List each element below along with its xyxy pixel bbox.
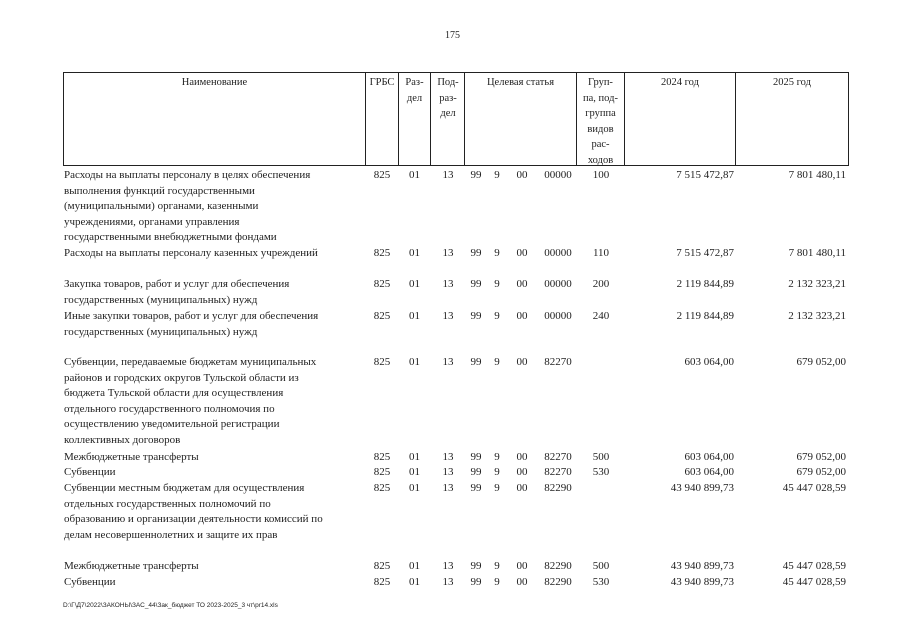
- cell-grbs: 825: [373, 169, 391, 181]
- cell-name-line: коллективных договоров: [64, 433, 181, 446]
- cell-subprogram: 9: [494, 247, 500, 259]
- cell-main-event: 00: [516, 451, 528, 463]
- cell-name-line: Закупка товаров, работ и услуг для обеспечения: [64, 278, 290, 290]
- cell-razdel: 01: [409, 560, 420, 572]
- cell-vid-rashodov: 110: [592, 247, 610, 259]
- cell-amount-2024: 2 119 844,89: [676, 278, 734, 290]
- cell-name: [64, 465, 364, 481]
- cell-name-line: отдельного государственного полномочия по: [64, 402, 275, 415]
- cell-razdel: 01: [409, 278, 420, 290]
- cell-grbs: 825: [373, 247, 391, 259]
- cell-program: 99: [470, 310, 482, 322]
- cell-amount-2024: 43 940 899,73: [670, 560, 734, 572]
- cell-amount-2025: 45 447 028,59: [782, 482, 846, 494]
- cell-name-line: Субвенции местным бюджетам для осуществления: [64, 482, 305, 494]
- cell-direction: 82290: [544, 576, 572, 588]
- cell-vid-rashodov: 100: [592, 169, 610, 181]
- cell-name-line: Субвенции, передаваемые бюджетам муниципальных: [64, 356, 317, 368]
- cell-name-line: Межбюджетные трансферты: [64, 451, 199, 463]
- cell-podrazdel: 13: [442, 560, 454, 572]
- cell-vid-rashodov: 500: [592, 560, 610, 572]
- cell-amount-2025: 7 801 480,11: [788, 169, 846, 181]
- cell-podrazdel: 13: [442, 310, 454, 322]
- cell-program: 99: [470, 247, 482, 259]
- cell-direction: 00000: [544, 278, 572, 290]
- cell-razdel: 01: [409, 310, 420, 322]
- cell-name-line: отдельных государственных полномочий по: [64, 497, 271, 510]
- cell-razdel: 01: [409, 451, 420, 463]
- cell-grbs: 825: [373, 451, 391, 463]
- cell-name-line: (муниципальными) органами, казенными: [64, 200, 259, 212]
- header-line: па, под-: [583, 92, 618, 104]
- cell-main-event: 00: [516, 169, 528, 181]
- cell-razdel: 01: [409, 482, 420, 494]
- cell-grbs: 825: [373, 278, 391, 290]
- cell-name: [64, 168, 364, 246]
- header-line: Раз-: [405, 77, 424, 88]
- cell-amount-2025: 679 052,00: [796, 451, 846, 463]
- cell-direction: 82270: [544, 466, 572, 478]
- cell-name-line: выполнения функций государственными: [64, 184, 255, 197]
- cell-amount-2024: 603 064,00: [684, 466, 734, 478]
- cell-program: 99: [470, 356, 482, 368]
- header-year-2024: 2024 год: [661, 77, 699, 88]
- cell-grbs: 825: [373, 466, 391, 478]
- file-path-footer: D:\Г\Д7\2022\ЗАКОНЫ\ЗАС_44\Зак_бюджет ТО 2023-2025_3 чт\pr14.xls: [63, 602, 278, 609]
- cell-direction: 00000: [544, 169, 572, 181]
- cell-amount-2025: 679 052,00: [796, 356, 846, 368]
- cell-vid-rashodov: 200: [592, 278, 610, 290]
- header-razdel: [399, 75, 430, 106]
- cell-program: 99: [470, 169, 482, 181]
- cell-name-line: Субвенции: [64, 466, 116, 478]
- cell-name-line: Расходы на выплаты персоналу казенных учреждений: [64, 247, 318, 259]
- cell-amount-2025: 45 447 028,59: [782, 560, 846, 572]
- cell-name-line: Расходы на выплаты персоналу в целях обеспечения: [64, 169, 311, 181]
- cell-main-event: 00: [516, 466, 528, 478]
- cell-main-event: 00: [516, 247, 528, 259]
- cell-program: 99: [470, 278, 482, 290]
- cell-amount-2024: 43 940 899,73: [670, 576, 734, 588]
- cell-grbs: 825: [373, 576, 391, 588]
- cell-amount-2025: 679 052,00: [796, 466, 846, 478]
- header-line: дел: [440, 108, 456, 119]
- cell-subprogram: 9: [494, 482, 500, 494]
- cell-podrazdel: 13: [442, 356, 454, 368]
- cell-main-event: 00: [516, 560, 528, 572]
- cell-name: [64, 355, 364, 448]
- header-line: Под-: [437, 77, 459, 88]
- header-name: Наименование: [181, 77, 248, 88]
- cell-main-event: 00: [516, 482, 528, 494]
- header-gruppa-vidov-rashodov: [577, 75, 624, 168]
- header-line: дел: [406, 92, 423, 104]
- cell-name-line: государственных (муниципальных) нужд: [64, 325, 258, 338]
- cell-direction: 82270: [544, 451, 572, 463]
- cell-subprogram: 9: [494, 278, 500, 290]
- cell-direction: 00000: [544, 310, 572, 322]
- cell-name-line: Иные закупки товаров, работ и услуг для обеспечения: [64, 310, 319, 322]
- header-year-2025: 2025 год: [773, 77, 811, 88]
- cell-amount-2025: 2 132 323,21: [788, 278, 846, 290]
- cell-grbs: 825: [373, 356, 391, 368]
- cell-razdel: 01: [409, 356, 420, 368]
- header-line: раз-: [439, 92, 457, 104]
- cell-subprogram: 9: [494, 310, 500, 322]
- header-line: ходов: [587, 154, 614, 166]
- cell-podrazdel: 13: [442, 451, 454, 463]
- cell-subprogram: 9: [494, 576, 500, 588]
- cell-name-line: Межбюджетные трансферты: [64, 560, 199, 572]
- cell-podrazdel: 13: [442, 278, 454, 290]
- cell-podrazdel: 13: [442, 482, 454, 494]
- cell-program: 99: [470, 451, 482, 463]
- cell-name: [64, 559, 364, 575]
- cell-razdel: 01: [409, 247, 420, 259]
- cell-amount-2024: 603 064,00: [684, 356, 734, 368]
- cell-name: [64, 246, 364, 262]
- cell-amount-2024: 43 940 899,73: [670, 482, 734, 494]
- cell-name-line: государственными внебюджетными фондами: [64, 231, 277, 243]
- header-line: Груп-: [588, 77, 613, 88]
- cell-program: 99: [470, 482, 482, 494]
- cell-program: 99: [470, 560, 482, 572]
- cell-amount-2025: 45 447 028,59: [782, 576, 846, 588]
- cell-subprogram: 9: [494, 356, 500, 368]
- cell-razdel: 01: [409, 576, 420, 588]
- cell-podrazdel: 13: [442, 466, 454, 478]
- cell-name: [64, 575, 364, 591]
- cell-program: 99: [470, 466, 482, 478]
- cell-subprogram: 9: [494, 169, 500, 181]
- cell-name-line: образованию и организации деятельности комиссий по: [64, 513, 323, 525]
- cell-direction: 82290: [544, 482, 572, 494]
- cell-name: [64, 277, 364, 308]
- cell-subprogram: 9: [494, 466, 500, 478]
- header-line: видов: [587, 123, 614, 135]
- cell-name: [64, 309, 364, 340]
- cell-subprogram: 9: [494, 560, 500, 572]
- cell-podrazdel: 13: [442, 169, 454, 181]
- cell-direction: 00000: [544, 247, 572, 259]
- cell-amount-2024: 2 119 844,89: [676, 310, 734, 322]
- cell-vid-rashodov: 240: [592, 310, 610, 322]
- cell-name-line: Субвенции: [64, 576, 116, 588]
- cell-podrazdel: 13: [442, 576, 454, 588]
- cell-razdel: 01: [409, 169, 420, 181]
- cell-subprogram: 9: [494, 451, 500, 463]
- cell-name-line: делам несовершеннолетних и защите их прав: [64, 528, 278, 541]
- cell-name-line: бюджета Тульской области для осуществления: [64, 387, 284, 399]
- header-podrazdel: [431, 75, 465, 122]
- cell-vid-rashodov: 530: [592, 466, 610, 478]
- cell-direction: 82290: [544, 560, 572, 572]
- cell-name: [64, 481, 364, 543]
- cell-direction: 82270: [544, 356, 572, 368]
- header-line: рас-: [591, 139, 610, 150]
- cell-name: [64, 450, 364, 466]
- cell-name-line: государственных (муниципальных) нужд: [64, 293, 258, 306]
- cell-name-line: районов и городских округов Тульской области из: [64, 371, 299, 384]
- header-celevaya-statya: Целевая статья: [486, 77, 555, 88]
- cell-vid-rashodov: 500: [592, 451, 610, 463]
- cell-main-event: 00: [516, 356, 528, 368]
- cell-amount-2025: 7 801 480,11: [788, 247, 846, 259]
- header-grbs: ГРБС: [369, 77, 395, 88]
- cell-amount-2024: 7 515 472,87: [676, 169, 734, 181]
- cell-main-event: 00: [516, 576, 528, 588]
- cell-razdel: 01: [409, 466, 420, 478]
- cell-amount-2024: 603 064,00: [684, 451, 734, 463]
- page-number: 175: [445, 30, 460, 41]
- cell-main-event: 00: [516, 278, 528, 290]
- cell-grbs: 825: [373, 482, 391, 494]
- cell-main-event: 00: [516, 310, 528, 322]
- cell-name-line: осуществлению уведомительной регистрации: [64, 418, 280, 430]
- cell-amount-2024: 7 515 472,87: [676, 247, 734, 259]
- cell-program: 99: [470, 576, 482, 588]
- cell-grbs: 825: [373, 560, 391, 572]
- cell-amount-2025: 2 132 323,21: [788, 310, 846, 322]
- cell-name-line: учреждениями, органами управления: [64, 215, 240, 228]
- cell-grbs: 825: [373, 310, 391, 322]
- cell-vid-rashodov: 530: [592, 576, 610, 588]
- cell-podrazdel: 13: [442, 247, 454, 259]
- header-line: группа: [585, 108, 616, 119]
